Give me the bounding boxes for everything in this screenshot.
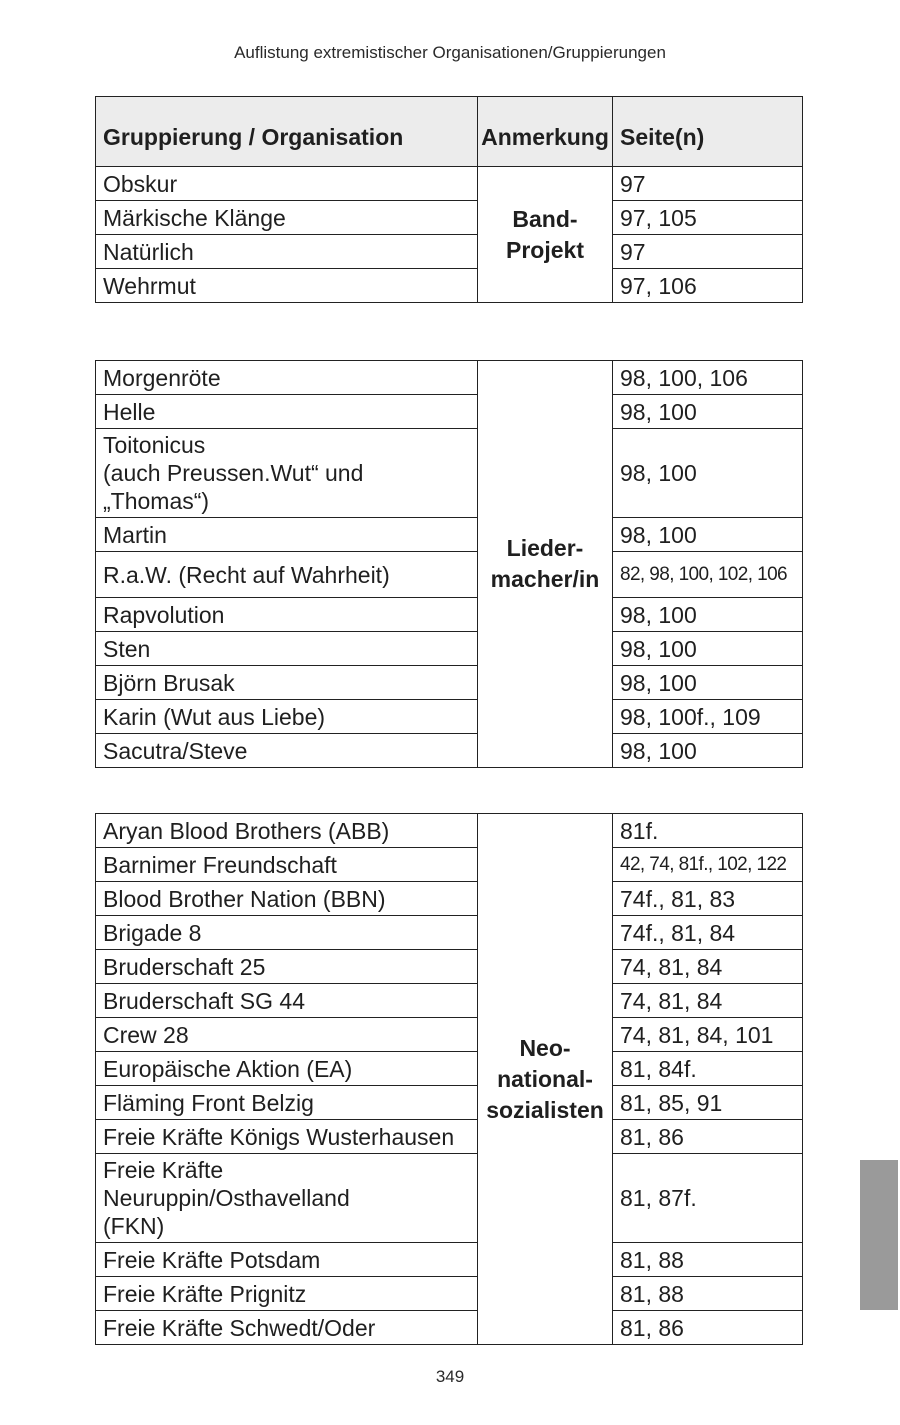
org-pages: 74f., 81, 84 [613,916,803,950]
table-row [96,666,803,700]
table-row [96,429,803,518]
org-pages: 81, 88 [613,1277,803,1311]
org-pages: 81, 84f. [613,1052,803,1086]
org-name: Märkische Klänge [96,201,478,235]
org-name: Natürlich [96,235,478,269]
page-number: 349 [435,1367,465,1386]
org-pages: 97, 106 [613,269,803,303]
org-name: Karin (Wut aus Liebe) [96,700,478,734]
header-note: Anmerkung [478,97,613,167]
org-pages: 98, 100 [613,598,803,632]
org-name: Crew 28 [96,1018,478,1052]
group-label: Band- Projekt [478,167,613,303]
org-pages: 98, 100f., 109 [613,700,803,734]
table-row [96,700,803,734]
org-name: Obskur [96,167,478,201]
org-name: Sten [96,632,478,666]
table-row [96,518,803,552]
table-row [96,848,803,882]
table-row [96,984,803,1018]
table-liedermacher [95,360,803,768]
org-pages: 81, 85, 91 [613,1086,803,1120]
table-row [96,916,803,950]
org-name: Sacutra/Steve [96,734,478,768]
org-name: Morgenröte [96,361,478,395]
group-label: Neo- national- sozialisten [478,814,613,1345]
org-name: Bruderschaft SG 44 [96,984,478,1018]
org-pages: 98, 100 [613,632,803,666]
org-pages: 98, 100 [613,429,803,518]
table-row [96,632,803,666]
table-row [96,598,803,632]
org-name: Aryan Blood Brothers (ABB) [96,814,478,848]
table-row [96,167,803,201]
table-row [96,361,803,395]
org-name: Martin [96,518,478,552]
org-pages: 42, 74, 81f., 102, 122 [613,848,803,882]
org-name: Blood Brother Nation (BBN) [96,882,478,916]
group-label: Lieder- macher/in [478,361,613,768]
table-row [96,395,803,429]
org-name: Brigade 8 [96,916,478,950]
table-row [96,1154,803,1243]
header-name: Gruppierung / Organisation [96,97,478,167]
table-row [96,1311,803,1345]
table-row [96,814,803,848]
table-row [96,1052,803,1086]
org-name: Rapvolution [96,598,478,632]
org-pages: 97 [613,235,803,269]
table-header-row [96,97,803,167]
header-pages: Seite(n) [613,97,803,167]
org-pages: 98, 100 [613,518,803,552]
org-pages: 98, 100 [613,666,803,700]
table-row [96,882,803,916]
thumb-index-tab [860,1160,898,1310]
org-name: Fläming Front Belzig [96,1086,478,1120]
table-row [96,1120,803,1154]
table-row [96,1018,803,1052]
org-pages: 74f., 81, 83 [613,882,803,916]
table-band-projekt [95,96,803,303]
org-name: Helle [96,395,478,429]
org-pages: 74, 81, 84, 101 [613,1018,803,1052]
org-pages: 81, 86 [613,1311,803,1345]
org-pages: 81, 87f. [613,1154,803,1243]
table-row [96,1086,803,1120]
org-name: Freie Kräfte Potsdam [96,1243,478,1277]
org-pages: 98, 100 [613,395,803,429]
running-header: Auflistung extremistischer Organisationen/Gruppierungen [234,43,666,62]
org-pages: 74, 81, 84 [613,984,803,1018]
org-pages: 97 [613,167,803,201]
org-pages: 97, 105 [613,201,803,235]
table-row [96,201,803,235]
table-row [96,1243,803,1277]
table-row [96,269,803,303]
org-pages: 98, 100, 106 [613,361,803,395]
org-pages: 82, 98, 100, 102, 106 [613,552,803,598]
org-pages: 74, 81, 84 [613,950,803,984]
org-name: Freie Kräfte Königs Wusterhausen [96,1120,478,1154]
org-pages: 81, 86 [613,1120,803,1154]
org-pages: 81f. [613,814,803,848]
org-name: Freie Kräfte Prignitz [96,1277,478,1311]
org-name: Freie Kräfte Neuruppin/Osthavelland (FKN) [96,1154,478,1243]
org-name: Europäische Aktion (EA) [96,1052,478,1086]
org-name: Toitonicus (auch Preussen.Wut“ und „Thomas“) [96,429,478,518]
org-name: R.a.W. (Recht auf Wahrheit) [96,552,478,598]
org-pages: 81, 88 [613,1243,803,1277]
table-row [96,552,803,598]
org-name: Björn Brusak [96,666,478,700]
org-name: Wehrmut [96,269,478,303]
org-name: Bruderschaft 25 [96,950,478,984]
table-row [96,734,803,768]
table-row [96,950,803,984]
table-row [96,1277,803,1311]
org-pages: 98, 100 [613,734,803,768]
org-name: Barnimer Freundschaft [96,848,478,882]
table-neonationalsozialisten [95,813,803,1345]
table-row [96,235,803,269]
org-name: Freie Kräfte Schwedt/Oder [96,1311,478,1345]
